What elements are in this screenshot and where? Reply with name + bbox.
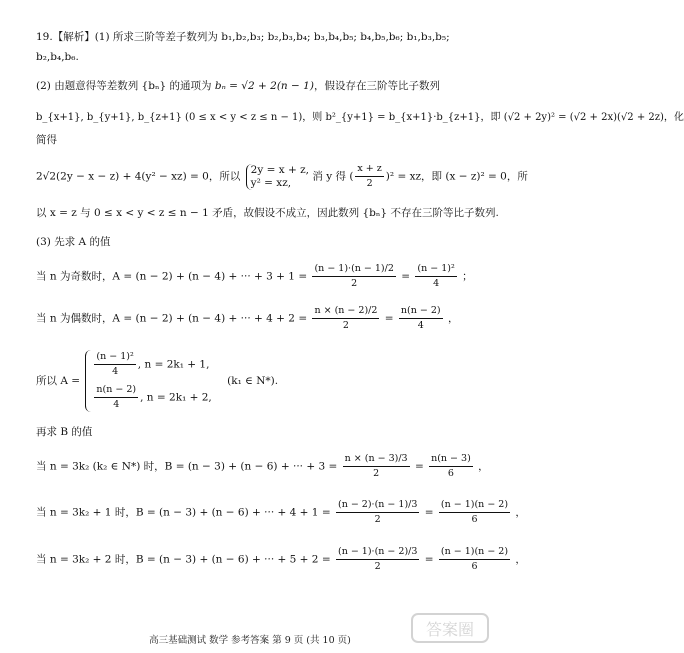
odd-case-line: 当 n 为奇数时，A = (n − 2) + (n − 4) + ··· + 3 + 1 = $\frac{(n - 1)\cdot(n - 1)/2}{2}$ = $\frac{\text{(n − 1)²}}{4}$ ； — [36, 263, 473, 289]
a-piecewise: 所以 A = $\frac{\text{(n − 1)²}}{4}$ , n = 2k₁ + 1, $\frac{n(n - 2)}{4}$ , n = 2k₁ + 2, (k₁ ∈ N*). — [36, 351, 279, 410]
even-case-line: 当 n 为偶数时，A = (n − 2) + (n − 4) + ··· + 4 + 2 = $\frac{n \times (n - 2)/2}{2}$ = $\frac{n(n - 2)}{4}$ ， — [36, 305, 459, 331]
watermark-logo — [410, 610, 490, 646]
b-case-1: 当 n = 3k₂ (k₂ ∈ N*) 时，B = (n − 3) + (n − 6) + ··· + 3 = $\frac{n \times (n - 3)/3}{2}$ = $\frac{n(n - 3)}{6}$ ， — [36, 453, 489, 479]
answer-line-1: 19.【解析】(1) 所求三阶等差子数列为 b₁,b₂,b₃; b₂,b₃,b₄; b₃,b₄,b₅; b₄,b₅,b₆; b₁,b₃,b₅; — [36, 31, 450, 43]
page-footer: 高三基础测试 数学 参考答案 第 9 页 (共 10 页) — [149, 635, 351, 646]
answer-line-3: (2) 由题意得等差数列 {bₙ} 的通项为 bₙ = √2 + 2(n − 1)，假设存在三阶等比子数列 — [36, 80, 440, 92]
part3-b-heading: 再求 B 的值 — [36, 426, 93, 438]
answer-line-7: 以 x = z 与 0 ≤ x < y < z ≤ n − 1 矛盾，故假设不成立，因此数列 {bₙ} 不存在三阶等比子数列. — [36, 207, 499, 219]
b-case-3: 当 n = 3k₂ + 2 时，B = (n − 3) + (n − 6) + ··· + 5 + 2 = $\frac{(n - 1)\cdot(n - 2)/3}{2}$ = $\frac{(n - 1)(n - 2)}{6}$ ， — [36, 546, 526, 572]
part3-heading: (3) 先求 A 的值 — [36, 236, 111, 248]
b-case-2: 当 n = 3k₂ + 1 时，B = (n − 3) + (n − 6) + ··· + 4 + 1 = $\frac{(n - 2)\cdot(n - 1)/3}{2}$ = $\frac{(n - 1)(n - 2)}{6}$ ， — [36, 499, 526, 525]
svg-text:答案圈: 答案圈 — [425, 620, 475, 639]
answer-line-5: 简得 — [36, 134, 57, 146]
answer-line-4: b_{x+1}, b_{y+1}, b_{z+1} (0 ≤ x < y < z ≤ n − 1)，则 b²_{y+1} = b_{x+1}·b_{z+1}，即 (√2 + 2y)² = (√2 + 2x)(√2 + 2z)，化 — [36, 112, 684, 123]
answer-line-6: 2√2(2y − x − z) + 4(y² − xz) = 0，所以 2y = x + z, y² = xz, 消 y 得 ( $\frac{x + z}{2}$ )² = xz，即 (x − z)² = 0，所 — [36, 163, 528, 189]
system-brace: 2y = x + z, y² = xz, — [246, 164, 309, 190]
fraction-x-plus-z-over-2: $\frac{x + z}{2}$ — [357, 163, 382, 189]
answer-line-2: b₂,b₄,b₆. — [36, 51, 79, 63]
